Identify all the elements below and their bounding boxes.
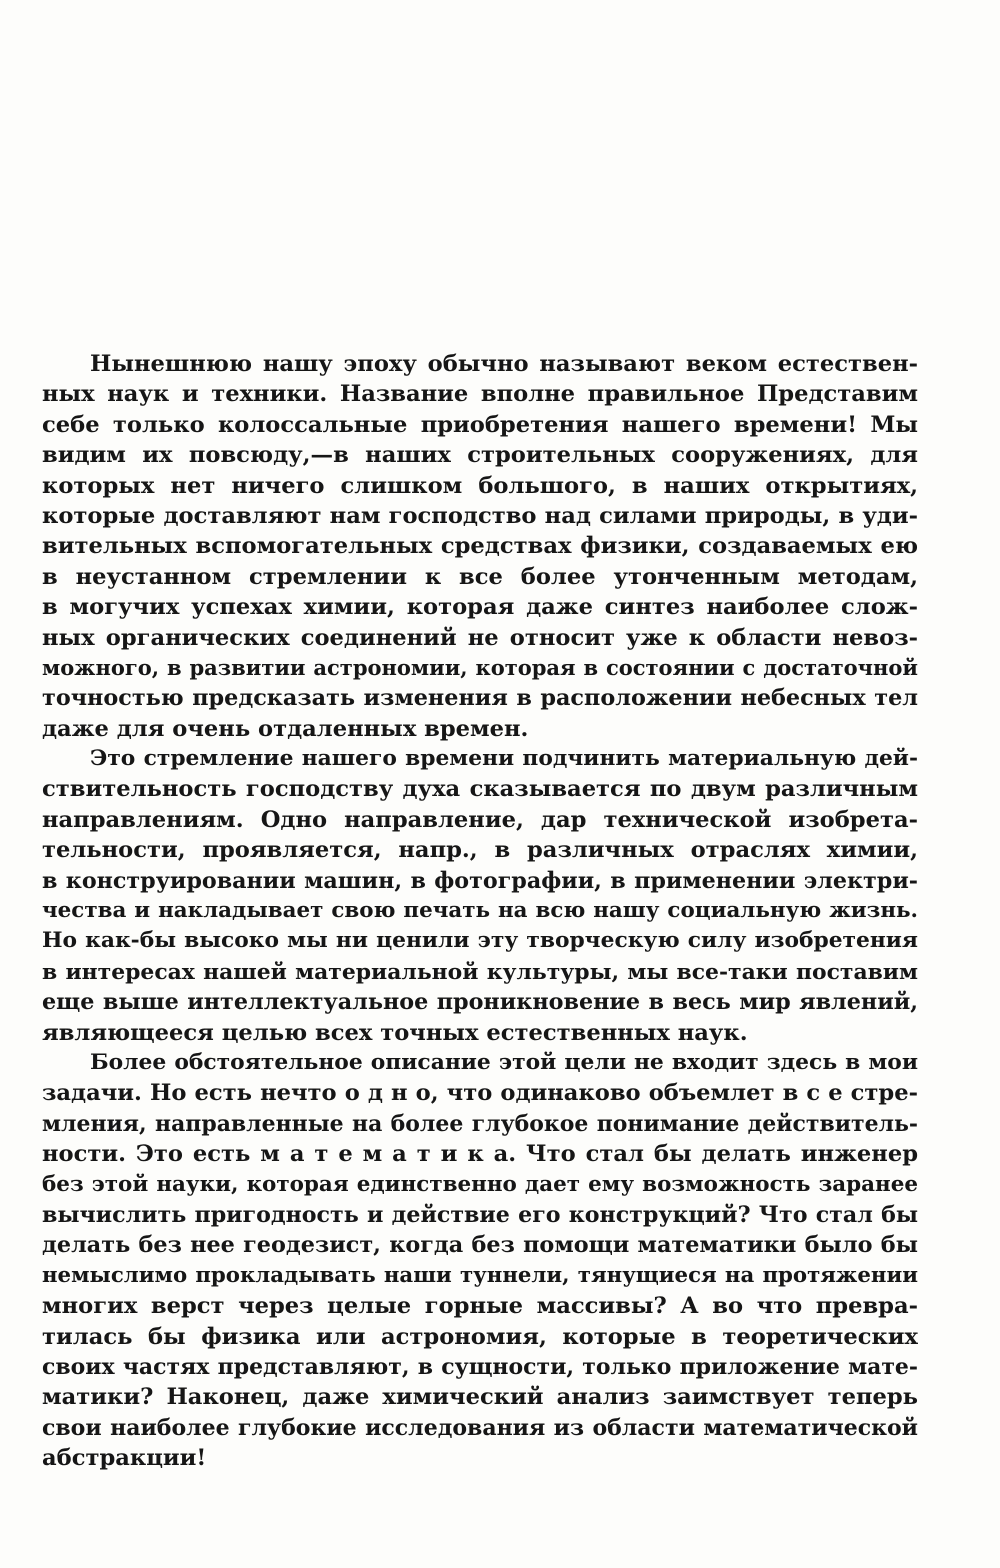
page-text <box>42 349 918 1473</box>
text-line: ных наук и техники. Название вполне правильное Представим <box>42 381 918 408</box>
text-line: точностью предсказать изменения в расположении небесных тел <box>42 685 918 712</box>
paragraph-3 <box>42 1048 918 1473</box>
text-line: немыслимо прокладывать наши туннели, тянущиеся на протяжении <box>42 1262 918 1288</box>
text-line: без этой науки, которая единственно дает ему возможность заранее <box>42 1171 918 1197</box>
text-line: даже для очень отдаленных времен. <box>42 715 529 742</box>
text-line: ствительность господству духа сказывается по двум различным <box>42 776 918 803</box>
text-line: задачи. Но есть нечто о д н о, что одинаково объемлет в с е стре- <box>42 1080 918 1107</box>
text-line: Более обстоятельное описание этой цели не входит здесь в мои <box>90 1049 918 1075</box>
text-line: абстракции! <box>42 1445 207 1472</box>
text-line: ности. Это есть м а т е м а т и к а. Что стал бы делать инженер <box>42 1141 918 1168</box>
text-line: в конструировании машин, в фотографии, в применении электри- <box>42 867 918 894</box>
text-line: Это стремление нашего времени подчинить материальную дей- <box>90 746 918 772</box>
text-line: вычислить пригодность и действие его конструкций? Что стал бы <box>42 1201 918 1228</box>
paragraph-1 <box>42 349 918 744</box>
text-line: которые доставляют нам господство над силами природы, в уди- <box>42 502 918 529</box>
text-line: своих частях представляют, в сущности, только приложение мате- <box>42 1353 918 1380</box>
text-line: себе только колоссальные приобретения нашего времени! Мы <box>42 411 918 438</box>
paragraph-2 <box>42 744 918 1048</box>
text-line: делать без нее геодезист, когда без помощи математики было бы <box>42 1232 918 1259</box>
text-line: еще выше интеллектуальное проникновение в весь мир явлений, <box>42 989 918 1016</box>
text-line: чества и накладывает свою печать на всю нашу социальную жизнь. <box>42 898 918 924</box>
text-line: матики? Наконец, даже химический анализ заимствует теперь <box>42 1384 918 1411</box>
text-line: в могучих успехах химии, которая даже синтез наиболее слож- <box>42 594 918 621</box>
text-line: видим их повсюду,—в наших строительных сооружениях, для <box>42 442 918 469</box>
text-line: Но как-бы высоко мы ни ценили эту творческую силу изобретения <box>42 928 918 954</box>
text-line: направлениям. Одно направление, дар технической изобрета- <box>42 806 918 833</box>
text-line: тельности, проявляется, напр., в различных отраслях химии, <box>42 837 918 864</box>
text-line: которых нет ничего слишком большого, в наших открытиях, <box>42 472 918 499</box>
text-line: в интересах нашей материальной культуры, мы все-таки поставим <box>42 958 918 985</box>
text-line: свои наиболее глубокие исследования из области математической <box>42 1414 918 1441</box>
text-line: являющееся целью всех точных естественных наук. <box>42 1019 748 1046</box>
text-line: тилась бы физика или астрономия, которые в теоретических <box>42 1323 918 1350</box>
text-line: можного, в развитии астрономии, которая в состоянии с достаточной <box>42 654 918 680</box>
text-line: Нынешнюю нашу эпоху обычно называют веком естествен- <box>90 351 918 377</box>
text-line: ных органических соединений не относит уже к области невоз- <box>42 624 918 651</box>
text-line: вительных вспомогательных средствах физики, создаваемых ею <box>42 533 918 560</box>
text-line: мления, направленные на более глубокое понимание действитель- <box>42 1110 918 1137</box>
text-line: многих верст через целые горные массивы? А во что превра- <box>42 1293 918 1320</box>
text-line: в неустанном стремлении к все более утонченным методам, <box>42 563 918 590</box>
